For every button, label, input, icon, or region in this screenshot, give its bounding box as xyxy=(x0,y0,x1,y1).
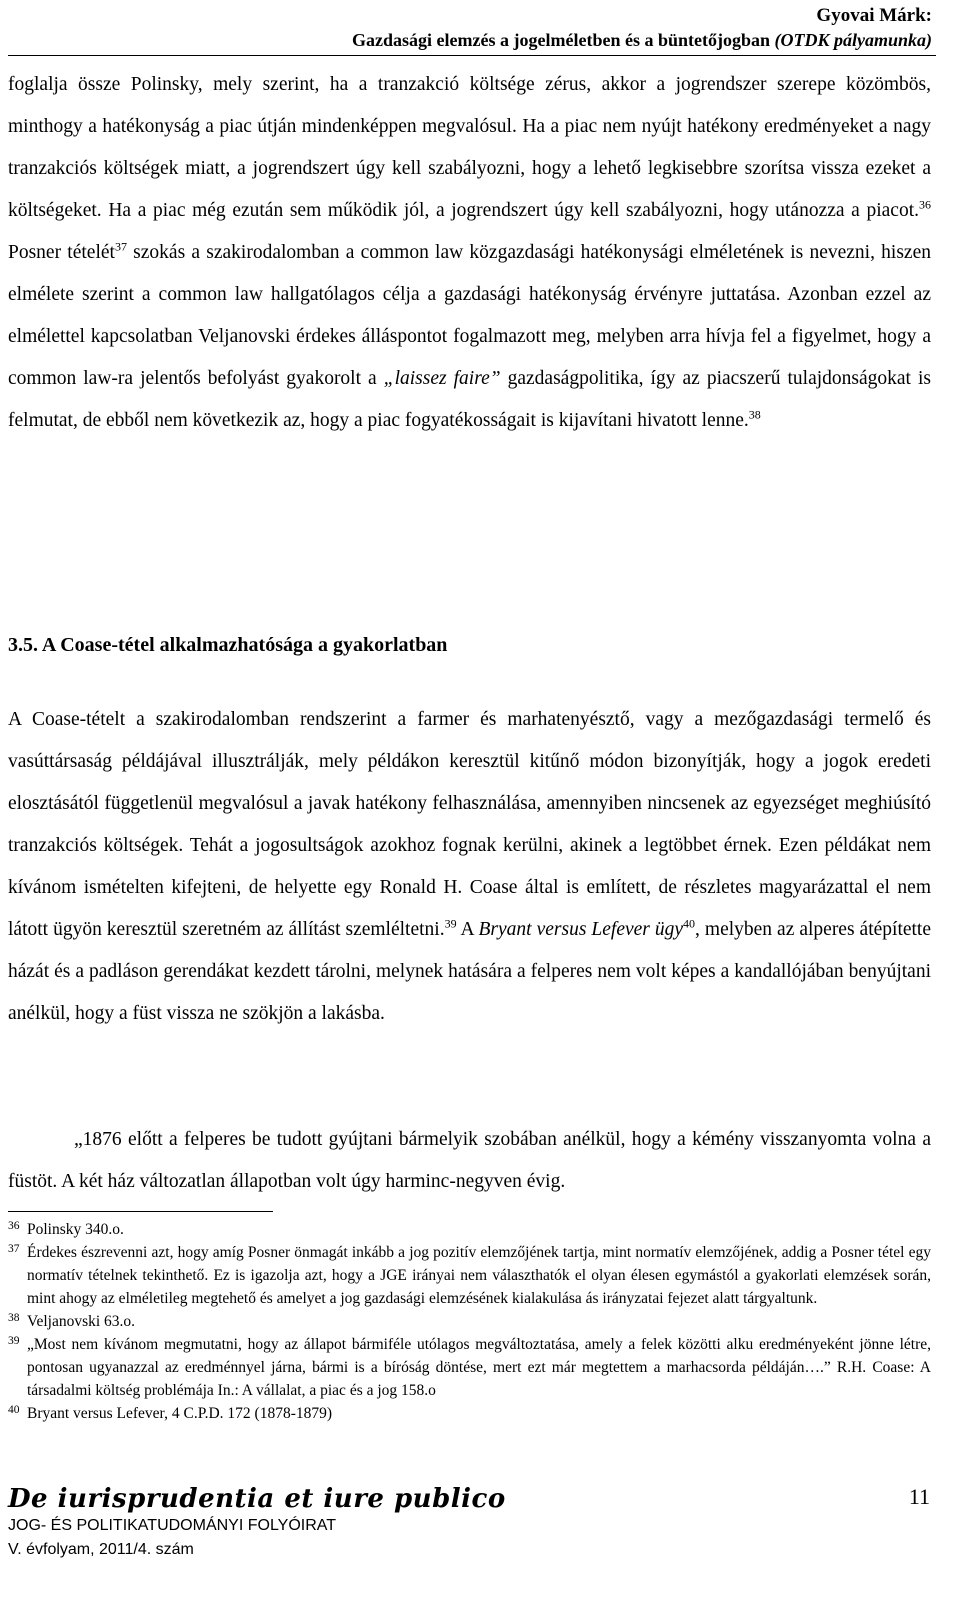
header-title-journal: (OTDK pályamunka) xyxy=(774,30,932,50)
footnote-text: Polinsky 340.o. xyxy=(27,1221,124,1238)
footnote-text: Veljanovski 63.o. xyxy=(27,1313,136,1330)
para2-italic-case-name: Bryant versus Lefever ügy xyxy=(478,919,684,940)
body-paragraph-2 xyxy=(8,699,931,1035)
page-number: 11 xyxy=(908,1484,930,1509)
para2-text-3: , melyben az alperes átépítette házát és a padláson gerendákat kezdett tárolni, melynek hatására a felperes nem volt képes a kandallójában benyújtani anélkül, hogy a füst vissza ne szökjön a lakásba. xyxy=(8,919,932,1024)
quote-paragraph: „1876 előtt a felperes be tudott gyújtani bármelyik szobában anélkül, hogy a kémény visszanyomta volna a füstöt. A két ház változatlan állapotban volt úgy harminc-negyven évig. xyxy=(8,1129,931,1192)
footnote-ref-36[interactable]: 36 xyxy=(919,197,931,212)
footnote-number: 38 xyxy=(8,1312,20,1324)
footnote-number: 40 xyxy=(8,1404,20,1416)
para1-text-3: szokás a szakirodalomban a common law közgazdasági hatékonysági elméletének is nevezni, hiszen elmélete szerint a common law hallgatólagos célja a gazdasági hatékonyság érvényre juttatása. Azonban ezzel az elmélettel kapcsolatban Veljanovski érdekes álláspontot fogalmazott meg, melyben arra hívja fel a figyelmet, hogy a common law-ra jelentős befolyást gyakorolt a xyxy=(8,242,931,389)
para1-italic-laissez-faire: „laissez faire” xyxy=(383,368,501,389)
footnote-ref-40[interactable]: 40 xyxy=(683,916,696,931)
journal-issue: V. évfolyam, 2011/4. szám xyxy=(8,1541,194,1558)
journal-name: JOG- ÉS POLITIKATUDOMÁNYI FOLYÓIRAT xyxy=(8,1517,337,1534)
para1-text-2: Posner tételét xyxy=(8,242,115,263)
running-header xyxy=(352,4,932,52)
journal-footer xyxy=(8,1484,506,1562)
footnote-separator xyxy=(8,1211,273,1212)
footnote-number: 37 xyxy=(8,1243,20,1255)
footnote-40 xyxy=(8,1402,931,1425)
header-author: Gyovai Márk: xyxy=(816,5,932,26)
para1-text-1: foglalja össze Polinsky, mely szerint, ha a tranzakció költsége zérus, akkor a jogrendszer szerepe közömbös, minthogy a hatékonyság a piac útján mindenképpen megvalósul. Ha a piac nem nyújt hatékony eredményeket a nagy tranzakciós költségek miatt, a jogrendszert úgy kell szabályozni, hogy a lehető legkisebbre szorítsa vissza ezeket a költségeket. Ha a piac még ezután sem működik jól, a jogrendszert úgy kell szabályozni, hogy utánozza a piacot. xyxy=(8,74,931,221)
para1-text-4: gazdaságpolitika, így az piacszerű tulajdonságokat is felmutat, de ebből nem következik az, hogy a piac fogyatékosságait is kijavítani hivatott lenne. xyxy=(8,368,931,431)
journal-brand-logo: De iurisprudentia et iure publico xyxy=(8,1484,506,1514)
footnote-ref-38[interactable]: 38 xyxy=(748,407,761,422)
footnote-38 xyxy=(8,1310,931,1333)
footnote-ref-37[interactable]: 37 xyxy=(114,239,127,254)
header-title xyxy=(352,28,932,52)
section-heading: 3.5. A Coase-tétel alkalmazhatósága a gyakorlatban xyxy=(8,634,448,656)
footnote-text: Érdekes észrevenni azt, hogy amíg Posner önmagát inkább a jog pozitív elemzőjének tartja, mint normatív elemzőjének, addig a Posner tétel egy normatív tételnek tekinthető. Ez is igazolja azt, hogy a JGE irányai nem választhatók el olyan élesen egymástól a gyakorlati elemzések során, mint ahogy az elméletileg megtehető és amelyet a jog gazdasági elemzésének kialakulása ás irányzatai fejezet alatt tárgyaltunk. xyxy=(27,1244,931,1307)
body-paragraph-1 xyxy=(8,64,931,442)
para2-text-1: A Coase-tételt a szakirodalomban rendszerint a farmer és marhatenyésztő, vagy a mezőgazdasági termelő és vasúttársaság példájával illusztrálják, mely példákon keresztül kitűnő módon bizonyítják, hogy a jogok eredeti elosztásától függetlenül megvalósul a javak hatékony felhasználása, amennyiben nincsenek az egyezséget meghiúsító tranzakciós költségek. Tehát a jogosultságok azokhoz fognak kerülni, akinek a legtöbbet érnek. Ezen példákat nem kívánom ismételten kifejteni, de helyette egy Ronald H. Coase által is említett, de részletes magyarázattal el nem látott ügyön keresztül szeretném az állítást szemléltetni. xyxy=(8,709,931,940)
footnote-37 xyxy=(8,1241,931,1310)
footnote-number: 39 xyxy=(8,1335,20,1347)
footnote-number: 36 xyxy=(8,1220,20,1232)
footnotes xyxy=(8,1218,931,1425)
footnote-text: „Most nem kívánom megmutatni, hogy az állapot bármiféle utólagos megváltoztatása, amely a felek közötti alku eredményeként jönne létre, pontosan ugyanazzal az eredménnyel járna, bármi is a bíróság döntése, mert ezt már megtettem a marhacsorda példáján….” R.H. Coase: A társadalmi költség problémája In.: A vállalat, a piac és a jog 158.o xyxy=(27,1336,931,1399)
footnote-39 xyxy=(8,1333,931,1402)
footnote-text: Bryant versus Lefever, 4 C.P.D. 172 (1878-1879) xyxy=(27,1405,333,1422)
header-rule xyxy=(8,55,936,56)
footnote-ref-39[interactable]: 39 xyxy=(444,916,457,931)
para2-text-2: A xyxy=(456,919,479,940)
header-title-text: Gazdasági elemzés a jogelméletben és a büntetőjogban xyxy=(352,30,770,50)
footnote-36 xyxy=(8,1218,931,1241)
